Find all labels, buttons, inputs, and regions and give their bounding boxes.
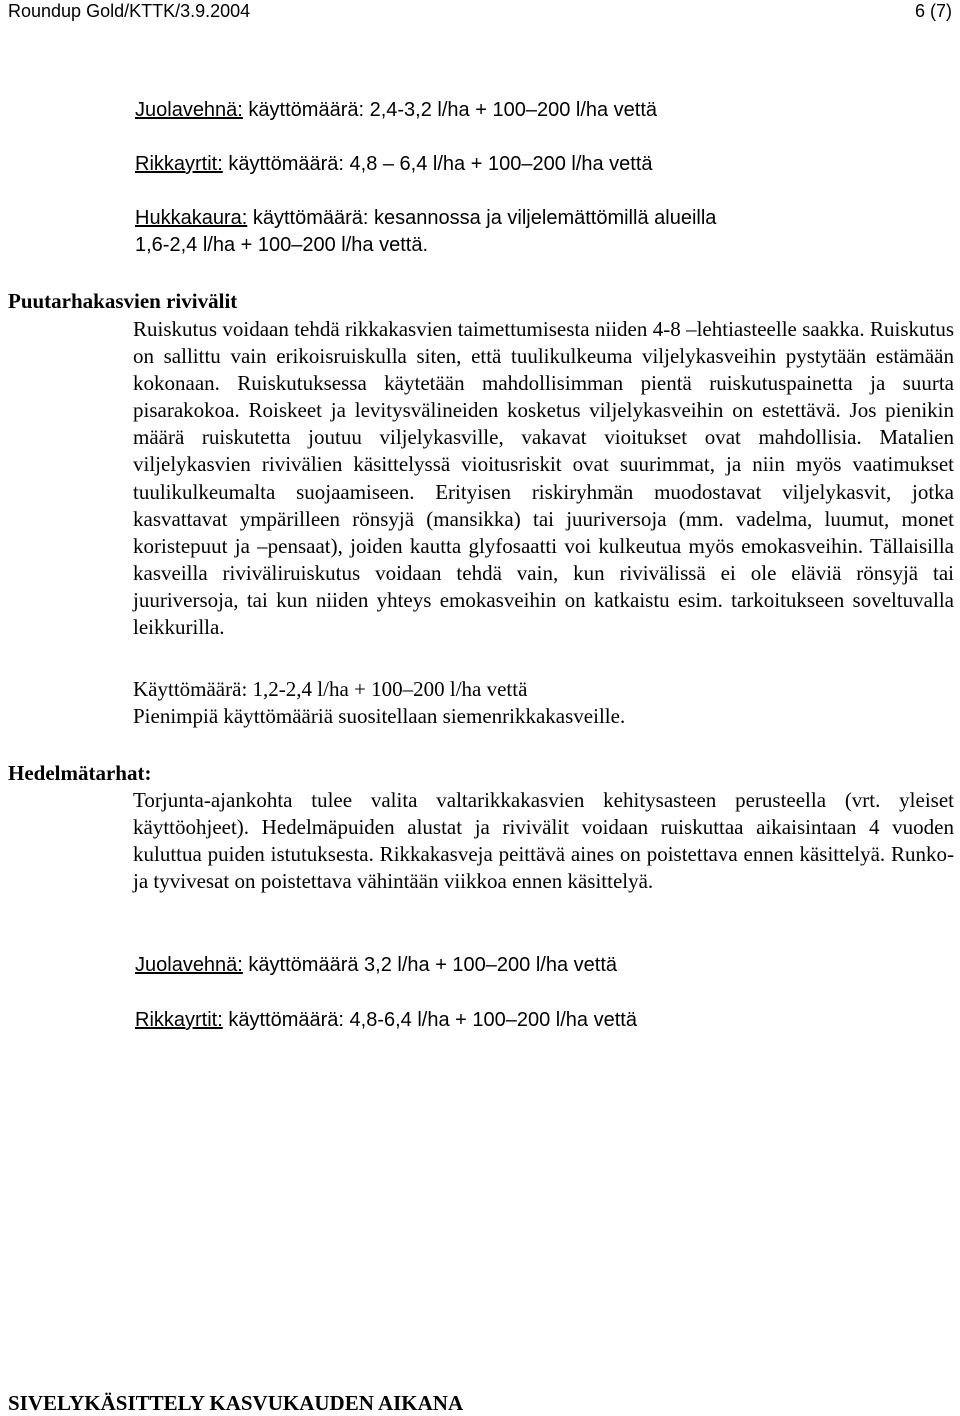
dose-line-hukkakaura-continued: 1,6-2,4 l/ha + 100–200 l/ha vettä. (135, 234, 428, 256)
dose-note-puutarha: Pienimpiä käyttömääriä suositellaan siemenrikkakasveille. (133, 704, 626, 728)
weed-name: Juolavehnä: (135, 954, 243, 976)
dose-text: käyttömäärä: 2,4-3,2 l/ha + 100–200 l/ha vettä (242, 99, 658, 121)
section-body-puutarha (133, 316, 954, 641)
document-header-left: Roundup Gold/KTTK/3.9.2004 (8, 1, 251, 21)
section-heading-puutarha: Puutarhakasvien rivivälit (8, 289, 238, 313)
weed-name: Rikkayrtit: (135, 1009, 223, 1031)
weed-name: Hukkakaura: (135, 207, 248, 229)
weed-name: Rikkayrtit: (135, 153, 223, 175)
dose-text: käyttömäärä: 4,8 – 6,4 l/ha + 100–200 l/ha vettä (222, 153, 653, 175)
page-number: 6 (7) (914, 1, 952, 21)
dose-line-hedelma-juolavehna (135, 952, 617, 978)
dose-text: käyttömäärä: 4,8-6,4 l/ha + 100–200 l/ha vettä (222, 1009, 637, 1031)
dose-line-puutarha: Käyttömäärä: 1,2-2,4 l/ha + 100–200 l/ha vettä (133, 677, 528, 701)
weed-name: Juolavehnä: (135, 99, 243, 121)
section-heading-sively: SIVELYKÄSITTELY KASVUKAUDEN AIKANA (8, 1391, 464, 1415)
dose-text: käyttömäärä 3,2 l/ha + 100–200 l/ha vettä (242, 954, 618, 976)
dose-line-juolavehna (135, 97, 657, 123)
section-body-hedelmatarhat (133, 787, 954, 895)
paragraph: Ruiskutus voidaan tehdä rikkakasvien taimettumisesta niiden 4-8 –lehtiasteelle saakka. Ruiskutus on sallittu vain erikoisruiskulla siten, että tuulikulkeuma viljelykasveihin pystytään estämään kokonaan. Ruiskutuksessa käytetään mahdollisimman pientä ruiskutuspainetta ja suurta pisarakokoa. Roiskeet ja levitysvälineiden kosketus viljelykasveihin on estettävä. Jos pienikin määrä ruiskutetta joutuu viljelykasville, vakavat vioitukset ovat mahdollisia. Matalien viljelykasvien rivivälien käsittelyssä vioitusriskit ovat suurimmat, ja niin myös vaatimukset tuulikulkeumalta suojaamiseen. Erityisen riskiryhmän muodostavat viljelykasvit, jotka kasvattavat ympärilleen rönsyjä (mansikka) tai juuriversoja (mm. vadelma, luumut, monet koristepuut ja –pensaat), joiden kautta glyfosaatti voi kulkeutua myös emokasveihin. Tällaisilla kasveilla riviväliruiskutus voidaan tehdä vain, kun rivivälissä ei ole eläviä rönsyjä tai juuriversoja, tai kun niiden yhteys emokasveihin on katkaistu esim. tarkoitukseen soveltuvalla leikkurilla. (133, 317, 954, 640)
dose-line-hukkakaura (135, 205, 716, 231)
dose-text: käyttömäärä: kesannossa ja viljelemättömillä alueilla (247, 207, 717, 229)
dose-line-hedelma-rikkayrtit (135, 1007, 637, 1033)
dose-line-rikkayrtit (135, 151, 653, 177)
paragraph: Torjunta-ajankohta tulee valita valtarikkakasvien kehitysasteen perusteella (vrt. yleiset käyttöohjeet). Hedelmäpuiden alustat ja rivivälit voidaan ruiskuttaa aikaisintaan 4 vuoden kuluttua puiden istutuksesta. Rikkakasveja peittävä aines on poistettava ennen käsittelyä. Runko- ja tyvivesat on poistettava vähintään viikkoa ennen käsittelyä. (133, 788, 954, 894)
section-heading-hedelmatarhat: Hedelmätarhat: (8, 761, 152, 785)
